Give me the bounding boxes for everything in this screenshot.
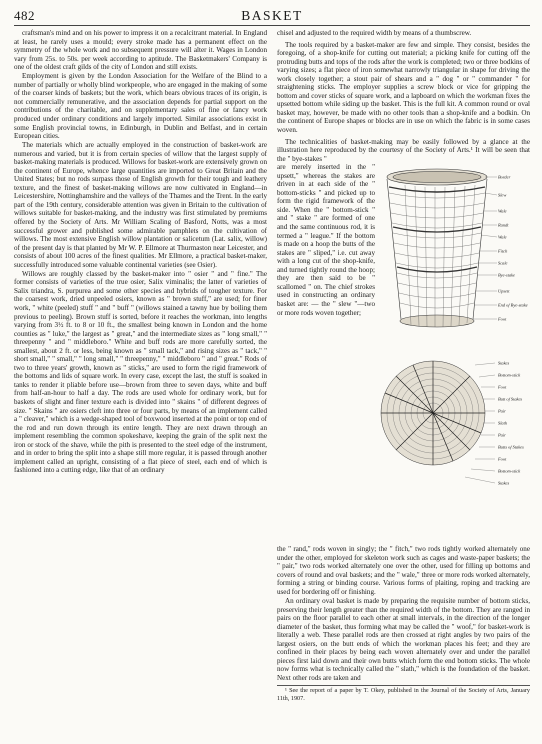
paragraph: An ordinary oval basket is made by preparing the requisite number of bottom sticks, preserving their length greater than the required width of the bottom. They are ranged in pairs on the floor parallel to each other at small intervals, in the direction of the longer diameter of the basket, thus forming what may be called the " woof," for basket-work is literally a web. These parallel rods are then crossed at right angles by two pairs of the largest osiers, on the butt ends of which the workman places his feet; and they are confined in their places by being each woven alternately over and under the parallel pieces first laid down and their own butts which form the end bottom sticks. The whole now forms what is technically called the " slath," which is the foundation of the basket. Next other rods are taken and <box>277 596 530 682</box>
footnote: ¹ See the report of a paper by T. Okey, published in the Journal of the Society of Arts, January 11th, 1907. <box>277 687 530 702</box>
basket-figure-block <box>277 163 530 545</box>
figure-label: Pair <box>498 432 506 438</box>
paragraph: the " rand," rods woven in singly; the " fitch," two rods tightly worked alternately one under the other, employed for skeleton work such as cages and waste-paper baskets; the " pair," two rods worked alternately one over the other, used for filling up bottoms and covers of round and oval baskets; and the " wale," three or more rods worked alternately, forming a string or binding course. Various forms of plaiting, roping and tracking are used for bordering off or finishing. <box>277 545 530 596</box>
paragraph: chisel and adjusted to the required width by means of a thumbscrew. <box>277 29 472 37</box>
figure-label: Foot <box>498 316 507 322</box>
figure-label: Randt <box>498 222 509 228</box>
figure-label: Border <box>498 174 511 180</box>
figure-label: Bottom-stick <box>498 372 521 378</box>
paragraph: Willows are roughly classed by the basket-maker into " osier " and " fine." The former consists of varieties of the true osier, Salix viminalis; the latter of varieties of Salix triandra, S. purpurea and some other species and hybrids of tougher texture. For the coarsest work, dried unpeeled osiers, known as " brown stuff," are used; for finer work, " white (peeled) stuff " and " buff " (willows stained a tawny hue by boiling them previous to peeling). Brown stuff is sorted, before it reaches the workman, into lengths varying from 3½ ft. to 8 or 10 ft., the smallest being known in London and the home counties as " luke," the largest as " great," and the intermediate sizes as " long small," " threepenny " and " middleboro." White and buff rods are more carefully sorted, the smallest, about 2 ft. or less, being known as " small tack," and rising sizes as " tack," " short small," " small," " long small," " threepenny," " middleboro " and " great." Rods of two to three years' growth, known as " sticks," are used to form the rigid framework of the bottoms and lids of square work. In every case, except the last, the stuff is soaked in tanks to render it pliable before use—brown from three to seven days, white and buff from half-an-hour to half a day. The rods are used whole for ordinary work, but for baskets of slight and finer texture each is divided into " skains " of different degrees of size. " Skains " are osiers cleft into three or four parts, by means of an implement called a " cleaver," which is a wedge-shaped tool of boxwood inserted at the point or top end of the rod and run down through its entire length. They are next drawn through an implement resembling the common spokeshave, keeping the grain of the split next the iron or stock of the shave, while the pith is presented to the steel edge of the instrument, and in order to bring the split into a shape still more regular, it is passed through another implement called an upright, consisting of a flat piece of steel, each end of which is fashioned into a cutting edge, like that of an ordinary <box>14 269 267 475</box>
right-column <box>277 29 530 702</box>
figure-label: Stakes <box>498 360 510 366</box>
basket-illustration <box>375 163 530 545</box>
paragraph: The materials which are actually employed in the construction of basket-work are numerous and varied, but it is from certain species of willow that the largest supply of basket-making materials is produced. Willows for basket-work are extensively grown on the continent of Europe, whence large quantities are imported to Great Britain and the United States; but no rods surpass those of English growth for their tough and leathery texture, and the finest of basket-making willows are now cultivated in England—in Leicestershire, Nottinghamshire and the valleys of the Thames and the Trent. In the early part of the 19th century, considerable attention was given in Britain to the cultivation of willows suitable for basket-making, and the industry was first stimulated by premiums offered by the Society of Arts. Mr William Scaling of Basford, Notts, was a most successful grower and published some admirable pamphlets on the cultivation of willows. The most extensive English willow plantation or salicetum (Lat. salix, willow) of the present day is that planted by Mr W. P. Ellmore at Thurmaston near Leicester, and consists of about 100 acres of the finest qualities. Mr Ellmore, a practical basket-maker, successfully introduced some valuable continental varieties (see Osier). <box>14 141 267 269</box>
figure-label: End of Bye-stake <box>498 302 528 308</box>
page-number: 482 <box>14 8 35 23</box>
figure-label: Scale <box>498 260 508 266</box>
figure-label: Wale <box>498 208 507 214</box>
figure-label: Butt of Stakes <box>498 396 523 402</box>
basket-bottom-view <box>381 361 485 465</box>
paragraph: are merely inserted in the " upsett," whereas the stakes are driven in at each side of the " bottom-sticks " and picked up to form the rigid framework of the side. When the " bottom-stick " and " stake " are formed of one and the same continuous rod, it is termed a " league." If the bottom is made on a hoop the butts of the stakes are " sliped," i.e. cut away with a long cut of the shop-knife, and turned tightly round the hoop; they are then said to be " scallomed " on. The chief strokes used in constructing an ordinary basket are: — the " slew "—two or more rods woven together; <box>277 163 375 317</box>
text-columns <box>14 29 530 702</box>
paragraph: The tools required by a basket-maker are few and simple. They consist, besides the foregoing, of a shop-knife for cutting out material; a picking knife for cutting off the protruding butts and tops of the rods after the work is completed; two or three bodkins of varying sizes; a flat piece of iron somewhat narrowly triangular in shape for driving the work closely together; a stout pair of shears and a " dog " or " commander " for straightening sticks. The employer supplies a screw block or vice for gripping the bottom and cover sticks of square work, and a lapboard on which the workman fixes the upsetted bottom while siding up the basket. This is the full kit. A common round or oval basket may, however, be made with no other tools than a shop-knife and a bodkin. On the continent of Europe shapes or blocks are in use on which the fabric is in some cases woven. <box>277 40 530 135</box>
figure-label: Butts of Stakes <box>498 444 524 450</box>
basket-side-view <box>387 169 487 327</box>
figure-side-text <box>277 163 375 317</box>
paragraph: The technicalities of basket-making may be easily followed by a glance at the illustration here reproduced by the courtesy of the Society of Arts.¹ It will be seen that the " bye-stakes " <box>277 137 530 163</box>
running-title: BASKET <box>241 8 303 23</box>
paragraph: craftsman's mind and on his power to impress it on a recalcitrant material. In England at least, he rarely uses a mould; every stroke made has a permanent effect on the symmetry of the whole work and no subsequent pressure will alter it. Wages in London vary from 25s. to 50s. per week according to aptitude. The Basketmakers' Company is one of the oldest craft gilds of the city of London and still exists. <box>14 29 267 72</box>
figure-label: Fitch <box>498 248 508 254</box>
figure-label: Bottom-stick <box>498 468 521 474</box>
figure-label: Upsett <box>498 288 510 294</box>
page-header <box>14 8 530 26</box>
figure-label: Foot <box>498 384 507 390</box>
figure-label: Slew <box>498 192 507 198</box>
figure-label: Bye-stake <box>498 272 516 278</box>
figure-label: Stakes <box>498 480 510 486</box>
figure-label: Foot <box>498 456 507 462</box>
figure-label: Slath <box>498 420 508 426</box>
figure-label: Wale <box>498 234 507 240</box>
figure-label: Pair <box>498 408 506 414</box>
paragraph: Employment is given by the London Association for the Welfare of the Blind to a number of partially or wholly blind workpeople, who are engaged in the making of some of the coarser kinds of baskets; but the work, which bears obvious traces of its origin, is not commercially remunerative, and the association depends for partial support on the contributions of the charitable, and on supplementary sales of fine or fancy work produced under ordinary conditions and largely imported. Similar associations exist in some English provincial towns, in Edinburgh, in Dublin and Belfast, and in certain European cities. <box>14 72 267 141</box>
left-column <box>14 29 267 702</box>
